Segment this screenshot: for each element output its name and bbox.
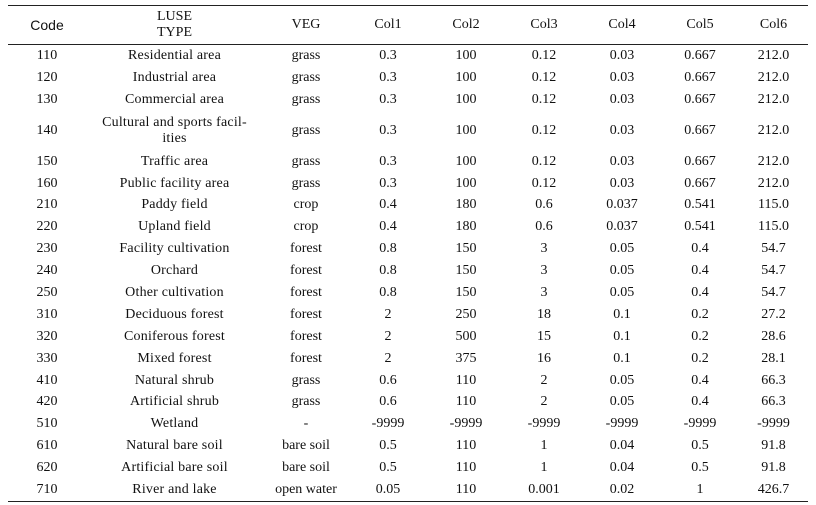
land-use-parameter-table-container — [8, 5, 808, 502]
table-row — [8, 238, 808, 260]
cell-col1: 0.8 — [379, 263, 397, 279]
cell-col1: 2 — [384, 328, 392, 344]
cell-col1: 0.8 — [379, 241, 397, 257]
table-row — [8, 282, 808, 304]
cell-veg: grass — [291, 153, 321, 169]
cell-luse-type: Artificial shrub — [129, 394, 220, 410]
cell-veg: grass — [291, 394, 321, 410]
cell-code: 220 — [36, 219, 58, 235]
cell-col4: 0.1 — [613, 328, 631, 344]
cell-col5: 0.5 — [691, 438, 709, 454]
cell-col3: 0.6 — [535, 219, 553, 235]
cell-col4: 0.05 — [609, 284, 635, 300]
cell-luse-type: Mixed forest — [137, 350, 212, 366]
cell-col5: 0.667 — [684, 47, 716, 63]
cell-col5: 0.667 — [684, 175, 716, 191]
cell-col2: 110 — [455, 372, 477, 388]
cell-code: 420 — [36, 394, 58, 410]
cell-luse-type: Residential area — [128, 47, 221, 63]
table-header — [8, 6, 808, 45]
cell-col6: 28.1 — [761, 350, 786, 366]
cell-col5: 0.5 — [691, 460, 709, 476]
cell-col2: 180 — [455, 219, 477, 235]
cell-col1: 0.8 — [379, 284, 397, 300]
table-row — [8, 479, 808, 501]
cell-col2: 100 — [455, 91, 477, 107]
cell-col4: 0.04 — [609, 460, 635, 476]
cell-luse-type: Other cultivation — [125, 284, 224, 300]
cell-code: 510 — [36, 416, 58, 432]
cell-col4: 0.02 — [583, 479, 661, 501]
cell-col4: -9999 — [605, 416, 639, 432]
cell-col3: 3 — [540, 241, 548, 257]
cell-col2: 100 — [455, 69, 477, 85]
cell-code: 150 — [36, 153, 58, 169]
cell-col5: 0.2 — [691, 350, 709, 366]
cell-veg: crop — [293, 197, 319, 213]
cell-col6: 27.2 — [761, 306, 786, 322]
table-row — [8, 216, 808, 238]
cell-col4: 0.05 — [609, 372, 635, 388]
cell-col1: 0.3 — [379, 153, 397, 169]
cell-code: 250 — [36, 284, 58, 300]
cell-col3: 2 — [540, 394, 548, 410]
cell-col2: 100 — [455, 47, 477, 63]
cell-col5: 0.4 — [691, 284, 709, 300]
cell-col6: 54.7 — [761, 263, 786, 279]
cell-veg: - — [303, 416, 309, 432]
cell-col6: 115.0 — [758, 197, 789, 213]
cell-col3: 16 — [537, 350, 551, 366]
cell-col4: 0.03 — [609, 91, 635, 107]
cell-col2: 110 — [455, 438, 477, 454]
cell-code: 310 — [36, 306, 58, 322]
cell-col4: 0.037 — [606, 197, 638, 213]
cell-col6: 66.3 — [761, 394, 786, 410]
cell-code: 410 — [36, 372, 58, 388]
cell-col1: 0.3 — [379, 175, 397, 191]
cell-code: 620 — [36, 460, 58, 476]
header-col4: Col4 — [583, 6, 661, 45]
cell-code: 120 — [36, 69, 58, 85]
cell-col5: 0.2 — [691, 306, 709, 322]
cell-code: 330 — [36, 350, 58, 366]
cell-col6: 66.3 — [761, 372, 786, 388]
cell-col5: 0.667 — [684, 153, 716, 169]
cell-veg: crop — [293, 219, 319, 235]
header-col2: Col2 — [427, 6, 505, 45]
cell-col1: 0.6 — [379, 372, 397, 388]
cell-col5: 0.2 — [691, 328, 709, 344]
cell-col2: -9999 — [449, 416, 483, 432]
table-row — [8, 194, 808, 216]
header-col1: Col1 — [349, 6, 427, 45]
cell-veg: forest — [290, 306, 322, 322]
cell-col1: 0.05 — [349, 479, 427, 501]
table-row — [8, 260, 808, 282]
cell-col3: 2 — [540, 372, 548, 388]
cell-veg: forest — [290, 284, 322, 300]
cell-col1: 2 — [384, 306, 392, 322]
cell-col4: 0.1 — [613, 306, 631, 322]
cell-col4: 0.03 — [609, 153, 635, 169]
cell-col6: 212.0 — [757, 47, 790, 63]
cell-col4: 0.03 — [609, 69, 635, 85]
cell-col3: 0.12 — [531, 122, 557, 138]
cell-col1: -9999 — [371, 416, 405, 432]
cell-col5: 0.4 — [691, 394, 709, 410]
cell-veg: forest — [290, 350, 322, 366]
cell-col4: 0.05 — [609, 394, 635, 410]
table-body — [8, 45, 808, 502]
cell-col3: 0.001 — [505, 479, 583, 501]
cell-col6: 212.0 — [757, 122, 790, 138]
cell-col2: 150 — [455, 284, 477, 300]
cell-veg: grass — [291, 47, 321, 63]
cell-veg: grass — [291, 122, 321, 138]
cell-luse-type: Natural shrub — [134, 372, 215, 388]
header-row — [8, 6, 808, 45]
table-row — [8, 45, 808, 67]
header-luse-line1: LUSE — [157, 9, 192, 24]
cell-luse-type: Upland field — [138, 219, 211, 235]
cell-col5: 0.667 — [684, 122, 716, 138]
table-row — [8, 173, 808, 195]
cell-col6: 212.0 — [757, 91, 790, 107]
cell-col6: 212.0 — [757, 175, 790, 191]
cell-veg: grass — [291, 91, 321, 107]
cell-col2: 500 — [455, 328, 477, 344]
cell-col2: 375 — [455, 350, 477, 366]
header-luse-line2: TYPE — [157, 25, 192, 40]
cell-col1: 2 — [384, 350, 392, 366]
table-row — [8, 89, 808, 111]
cell-veg: forest — [290, 241, 322, 257]
cell-luse-type: Commercial area — [124, 91, 224, 107]
cell-col4: 0.05 — [609, 263, 635, 279]
cell-col3: 0.6 — [535, 197, 553, 213]
cell-luse-type: Coniferous forest — [124, 328, 225, 344]
cell-col3: 0.12 — [531, 69, 557, 85]
cell-veg: grass — [291, 175, 321, 191]
cell-col1: 0.3 — [379, 122, 397, 138]
cell-col2: 110 — [455, 460, 477, 476]
table-row — [8, 391, 808, 413]
cell-col4: 0.03 — [609, 47, 635, 63]
cell-veg: grass — [291, 69, 321, 85]
cell-veg: grass — [291, 372, 321, 388]
cell-col4: 0.037 — [606, 219, 638, 235]
cell-col5: -9999 — [683, 416, 717, 432]
cell-col1: 0.3 — [379, 91, 397, 107]
cell-luse-type: Wetland — [150, 416, 199, 432]
cell-col4: 0.05 — [609, 241, 635, 257]
cell-veg: bare soil — [282, 460, 330, 476]
cell-code: 210 — [36, 197, 58, 213]
cell-col4: 0.04 — [609, 438, 635, 454]
table-row — [8, 111, 808, 151]
cell-col1: 0.3 — [379, 69, 397, 85]
cell-luse-type: Facility cultivation — [119, 241, 230, 257]
cell-col1: 0.5 — [379, 438, 397, 454]
cell-col2: 150 — [455, 241, 477, 257]
cell-col1: 0.6 — [379, 394, 397, 410]
cell-luse-line1: Cultural and sports facil- — [102, 114, 247, 130]
cell-luse-type: Artificial bare soil — [121, 460, 228, 476]
cell-veg: bare soil — [282, 438, 330, 454]
cell-col3: 0.12 — [531, 47, 557, 63]
cell-col5: 0.541 — [684, 219, 716, 235]
cell-veg: forest — [290, 328, 322, 344]
cell-luse-type: Industrial area — [132, 69, 217, 85]
cell-code: 320 — [36, 328, 58, 344]
cell-col2: 180 — [455, 197, 477, 213]
cell-col4: 0.03 — [609, 175, 635, 191]
cell-col3: 0.12 — [531, 175, 557, 191]
cell-code: 110 — [36, 47, 58, 63]
table-row — [8, 457, 808, 479]
cell-luse-type: River and lake — [86, 479, 263, 501]
cell-luse-type: Natural bare soil — [126, 438, 223, 454]
table-row — [8, 67, 808, 89]
table-row — [8, 304, 808, 326]
table-row — [8, 435, 808, 457]
cell-col6: 54.7 — [761, 241, 786, 257]
cell-code: 610 — [36, 438, 58, 454]
cell-veg: open water — [263, 479, 349, 501]
cell-col3: 18 — [537, 306, 551, 322]
cell-code: 130 — [36, 91, 58, 107]
cell-col2: 100 — [455, 122, 477, 138]
cell-luse-type: Paddy field — [141, 197, 208, 213]
cell-col2: 150 — [455, 263, 477, 279]
cell-col6: 28.6 — [761, 328, 786, 344]
cell-code: 140 — [36, 122, 58, 138]
header-col3: Col3 — [505, 6, 583, 45]
cell-veg: forest — [290, 263, 322, 279]
table-row — [8, 413, 808, 435]
cell-col6: 115.0 — [758, 219, 789, 235]
cell-luse-line2: ities — [162, 130, 187, 146]
cell-luse-type: Orchard — [150, 263, 199, 279]
cell-col6: 54.7 — [761, 284, 786, 300]
cell-col3: 15 — [537, 328, 551, 344]
cell-col2: 250 — [455, 306, 477, 322]
cell-col5: 0.4 — [691, 241, 709, 257]
header-col5: Col5 — [661, 6, 739, 45]
header-luse-type — [86, 6, 263, 45]
cell-col4: 0.1 — [613, 350, 631, 366]
cell-col2: 100 — [455, 175, 477, 191]
land-use-parameter-table — [8, 5, 808, 502]
cell-col2: 110 — [455, 394, 477, 410]
cell-col6: 426.7 — [739, 479, 808, 501]
cell-col3: -9999 — [527, 416, 561, 432]
cell-col6: -9999 — [757, 416, 790, 432]
cell-code: 710 — [8, 479, 86, 501]
cell-col5: 0.667 — [684, 91, 716, 107]
cell-col3: 1 — [540, 460, 548, 476]
cell-col6: 91.8 — [761, 438, 786, 454]
table-row — [8, 151, 808, 173]
table-row — [8, 370, 808, 392]
cell-luse-type — [86, 111, 263, 151]
cell-col3: 0.12 — [531, 153, 557, 169]
cell-col1: 0.3 — [379, 47, 397, 63]
cell-col3: 3 — [540, 284, 548, 300]
cell-col1: 0.4 — [379, 219, 397, 235]
cell-luse-type: Deciduous forest — [125, 306, 224, 322]
cell-col3: 1 — [540, 438, 548, 454]
cell-code: 160 — [36, 175, 58, 191]
cell-col3: 0.12 — [531, 91, 557, 107]
cell-col6: 91.8 — [761, 460, 786, 476]
table-row — [8, 348, 808, 370]
cell-luse-type: Traffic area — [140, 153, 209, 169]
cell-col3: 3 — [540, 263, 548, 279]
cell-col5: 1 — [661, 479, 739, 501]
cell-col5: 0.667 — [684, 69, 716, 85]
cell-col1: 0.4 — [379, 197, 397, 213]
cell-col5: 0.4 — [691, 263, 709, 279]
cell-col2: 100 — [455, 153, 477, 169]
header-code: Code — [8, 6, 86, 45]
cell-col6: 212.0 — [757, 153, 790, 169]
cell-col1: 0.5 — [379, 460, 397, 476]
cell-col6: 212.0 — [757, 69, 790, 85]
cell-col5: 0.4 — [691, 372, 709, 388]
header-veg: VEG — [263, 6, 349, 45]
cell-code: 240 — [36, 263, 58, 279]
cell-col4: 0.03 — [609, 122, 635, 138]
cell-luse-type: Public facility area — [119, 175, 230, 191]
header-col6: Col6 — [739, 6, 808, 45]
cell-col5: 0.541 — [684, 197, 716, 213]
cell-code: 230 — [36, 241, 58, 257]
table-row — [8, 326, 808, 348]
cell-col2: 110 — [427, 479, 505, 501]
